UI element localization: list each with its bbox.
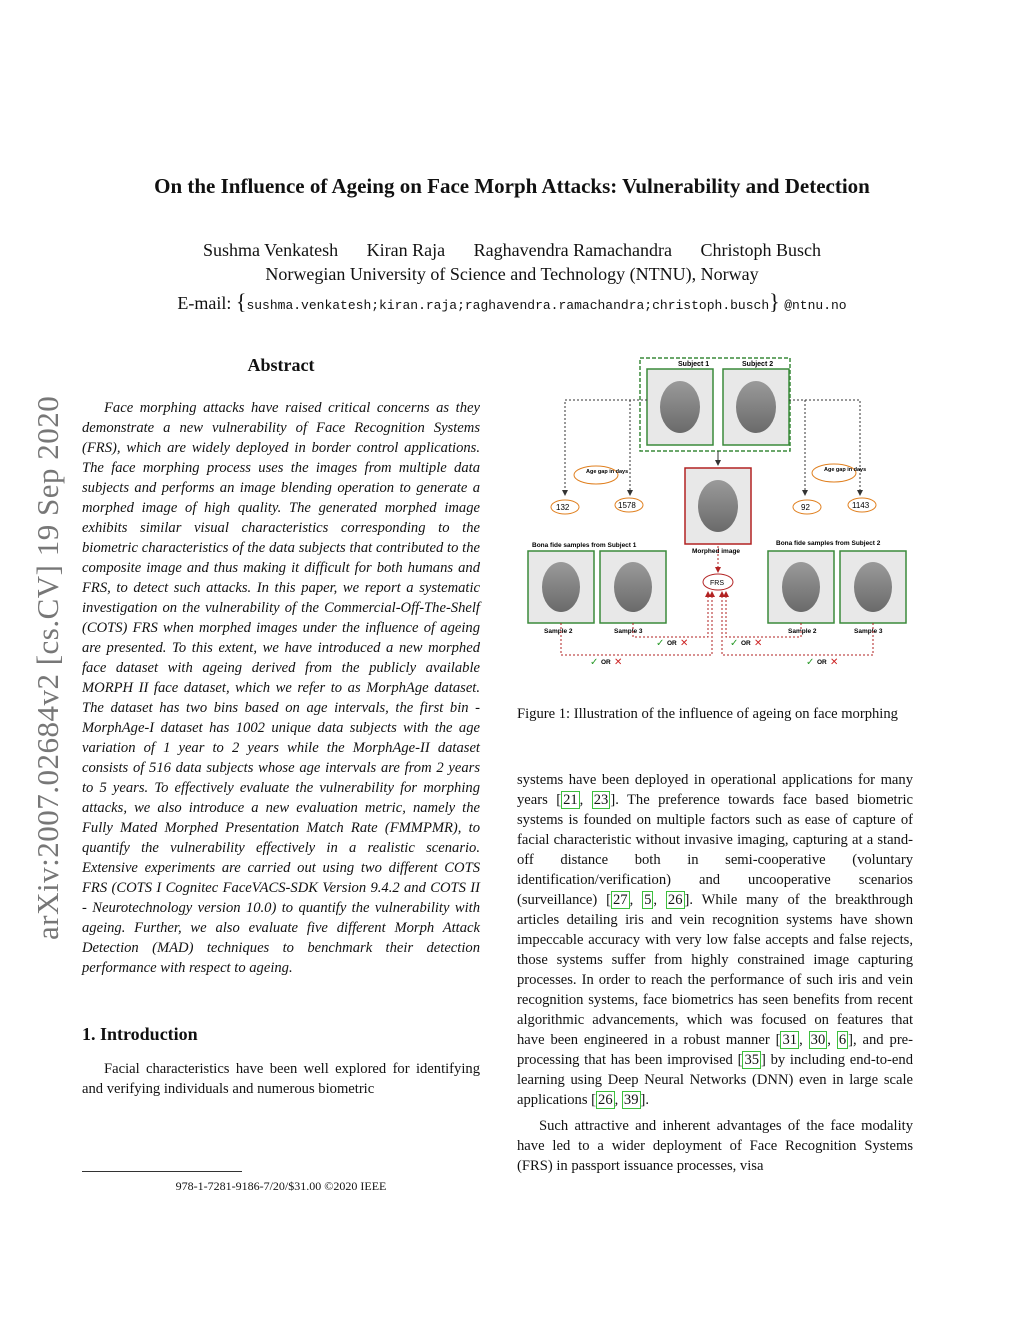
footnote: 978-1-7281-9186-7/20/$31.00 ©2020 IEEE [175,1179,387,1193]
gap-1578: 1578 [618,501,636,510]
svg-text:✕: ✕ [614,657,623,668]
svg-text:✓: ✓ [730,638,739,649]
subject1-label: Subject 1 [678,361,710,368]
sample2-label-right: Sample 2 [788,628,817,635]
figure-1 [520,355,910,675]
citation-link[interactable]: 5 [644,892,652,908]
svg-text:✕: ✕ [680,638,689,649]
citation-link[interactable]: 26 [667,892,683,908]
svg-text:✓: ✓ [590,657,599,668]
paper-title: On the Influence of Ageing on Face Morph Attacks: Vulnerability and Detection [154,174,870,198]
author: Christoph Busch [700,240,822,260]
abstract-heading: Abstract [247,355,315,375]
or-mark: OR [601,659,611,666]
gap-1143: 1143 [852,501,870,510]
email-line: E-mail: {sushma.venkatesh;kiran.raja;raghavendra.ramachandra;christoph.busch} @ntnu.no [177,289,847,314]
intro-text: Facial characteristics have been well explored for identifying and verifying individuals and numerous biometric [82,1061,480,1097]
affiliation: Norwegian University of Science and Technology (NTNU), Norway [265,264,759,284]
subject2-label: Subject 2 [742,361,774,368]
citation-link[interactable]: 26 [598,1092,613,1108]
email-prefix: E-mail: [177,293,232,313]
gap-132: 132 [556,503,570,512]
citation-link[interactable]: 31 [782,1032,798,1048]
svg-text:✕: ✕ [830,657,839,668]
svg-text:✓: ✓ [656,638,665,649]
citation-link[interactable]: 21 [563,792,578,808]
arxiv-identifier: arXiv:2007.02684v2 [cs.CV] 19 Sep 2020 [30,395,65,940]
citation-link[interactable]: 6 [838,1032,847,1048]
body-paragraph: systems have been deployed in operational applications for many years [ 21 , 23 ]. The preference towards face based biometric systems is founded on multiple factors such as ease of capture of facial characteristic without invasive imaging, capturing at a stand-off distance both in semi-cooperative (voluntary identification/verification) and uncooperative scenarios (surveillance) [ 27 , 5 , 26 ]. While many of the breakthrough articles detailing iris and vein recognition systems have shown impeccable accuracy with very low false accepts and false rejects, those systems suffer from highly constrained image capturing processes. In order to reach the performance of such iris and vein recognition systems, face biometrics has seen benefits from recent algorithmic advancements, which was focused on features that have been engineered in a robust manner [ 31 , 30 , 6 ], and pre-processing that has been improvised [ 35 ] by including end-to-end learning using Deep Neural Networks (DNN) even in large scale applications [ 26 , 39 ]. [517,772,914,1108]
author-list [0,240,1024,261]
left-column [82,355,480,1099]
gap-92: 92 [801,503,810,512]
or-mark: OR [741,640,751,647]
citation-link[interactable]: 27 [612,892,628,908]
bona-fide-2-label: Bona fide samples from Subject 2 [776,540,881,547]
right-column [517,770,913,1176]
author: Sushma Venkatesh [202,240,339,260]
citation-link[interactable]: 23 [593,792,609,808]
intro-heading: 1. Introduction [82,1024,198,1044]
footnote-rule [82,1171,242,1172]
abstract-text: Face morphing attacks have raised critical concerns as they demonstrate a new vulnerability of Face Recognition Systems (FRS), which are widely deployed in border control applications. The face morphing process uses the images from multiple data subjects and performs an image blending operation to generate a morphed image of high quality. The generated morphed image exhibits similar visual characteristics corresponding to the biometric characteristics of the data subjects that contributed to the composite image and thus making it difficult for both humans and FRS, to detect such attacks. In this paper, we report a systematic investigation on the vulnerability of the Commercial-Off-The-Shelf (COTS) FRS when morphed images under the influence of ageing are presented. To this extent, we have introduced a new morphed face dataset with ageing derived from the publicly available MORPH II face dataset, which we refer to as MorphAge dataset. The dataset has two bins based on age intervals, the first bin - MorphAge-I dataset has 1002 unique data subjects with the age variation of 1 year to 2 years while the MorphAge-II dataset consists of 516 data subjects whose age intervals are from 2 years to 5 years. To effectively evaluate the vulnerability for morphing attacks, we also introduce a new evaluation metric, namely the Fully Mated Morphed Presentation Match Rate (FMMPMR), to quantify the vulnerability effectively in a realistic scenario. Extensive experiments are carried out using two different COTS FRS (COTS I Cognitec FaceVACS-SDK Version 9.4.2 and COTS II - Neurotechnology version 10.0) to quantify the vulnerability with ageing. Further, we also evaluate five different Morph Attack Detection (MAD) techniques to benchmark their detection performance with respect to ageing. [82,400,480,976]
age-gap-left: Age gap in days [586,469,629,475]
citation-link[interactable]: 35 [744,1052,760,1068]
sample3-label-right: Sample 3 [854,628,883,635]
svg-text:✕: ✕ [754,638,763,649]
citation-link[interactable]: 39 [623,1092,639,1108]
author: Raghavendra Ramachandra [473,240,673,260]
email-addresses: sushma.venkatesh;kiran.raja;raghavendra.ramachandra;christoph.busch [246,298,770,313]
author: Kiran Raja [366,240,446,260]
citation-link[interactable]: 30 [810,1032,826,1048]
bona-fide-1-label: Bona fide samples from Subject 1 [532,542,637,549]
morphed-label: Morphed image [692,548,741,555]
sample2-label: Sample 2 [544,628,573,635]
or-mark: OR [667,640,677,647]
age-gap-right: Age gap in days [824,467,867,473]
email-domain: @ntnu.no [784,298,847,313]
figure-caption: Figure 1: Illustration of the influence of ageing on face morphing [517,706,898,722]
frs-label: FRS [710,580,724,587]
svg-text:✓: ✓ [806,657,815,668]
body-paragraph: Such attractive and inherent advantages of the face modality have led to a wider deployment of Face Recognition Systems (FRS) in passport issuance processes, visa [517,1118,913,1174]
sample3-label: Sample 3 [614,628,643,635]
or-mark: OR [817,659,827,666]
